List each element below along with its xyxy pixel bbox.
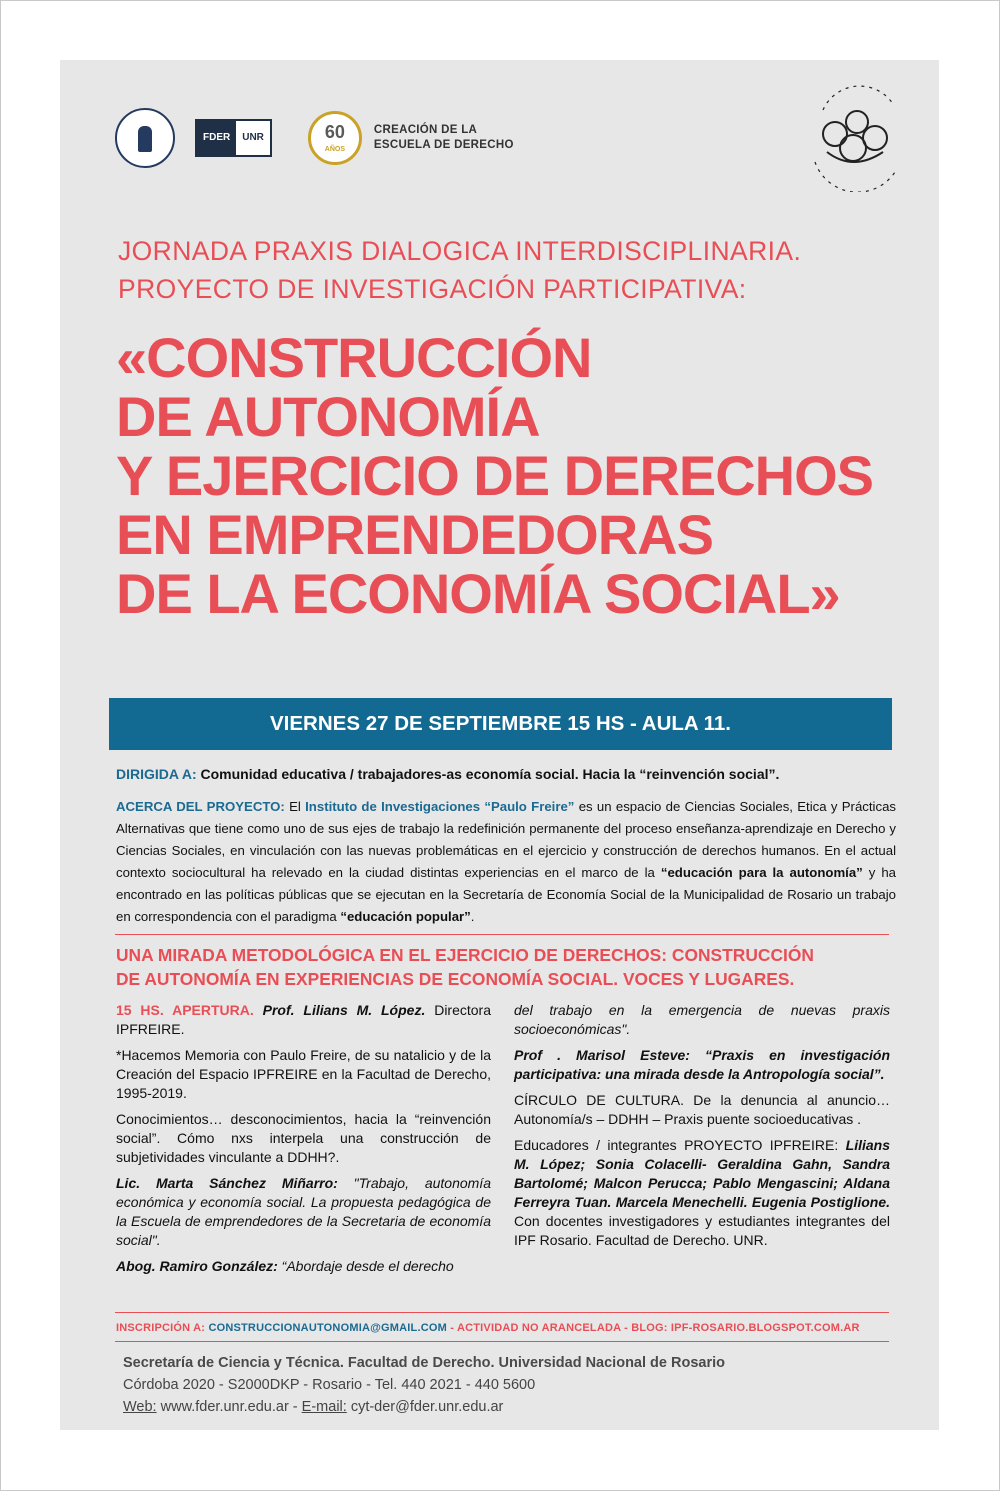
inscripcion-label: INSCRIPCIÓN A: (116, 1322, 209, 1334)
date-banner: VIERNES 27 DE SEPTIEMBRE 15 HS - AULA 11. (109, 698, 892, 750)
program-item (116, 1174, 491, 1250)
badge-sub: AÑOS (324, 146, 346, 153)
instituto-paulo-freire-logo (805, 82, 905, 192)
footer-line1: Secretaría de Ciencia y Técnica. Facultad de Derecho. Universidad Nacional de Rosario (123, 1355, 725, 1371)
program-item (116, 1257, 491, 1276)
footer-line2: Córdoba 2020 - S2000DKP - Rosario - Tel. 440 2021 - 440 5600 (123, 1377, 536, 1393)
program-item: Conocimientos… desconocimientos, hacia la “reinvención social”. Cómo nxs interpela una construcción de subjetividades vinculante a DDHH?. (116, 1111, 491, 1165)
acerca-text: y ha encontrado en las políticas públicas que se ejecutan en la Secretaría de Economía Social de la Municipalidad de Rosario un trabajo en correspondencia con el paradigma (116, 865, 896, 924)
title-line: EN EMPRENDEDORAS (116, 503, 713, 566)
email-link[interactable]: cyt-der@fder.unr.edu.ar (346, 1399, 504, 1415)
title-line: DE AUTONOMÍA (116, 385, 540, 448)
talk-title: “Praxis en investigación participativa: una mirada desde la Antropología social”. (514, 1047, 890, 1082)
main-title (116, 328, 873, 623)
program-item: CÍRCULO DE CULTURA. De la denuncia al anuncio… Autonomía/s – DDHH – Praxis puente socioeducativas . (514, 1092, 890, 1127)
dirigida-label: DIRIGIDA A: (116, 766, 197, 782)
divider (115, 1312, 889, 1313)
opening-time: 15 HS. APERTURA. (116, 1002, 254, 1018)
speaker-name: Abog. Ramiro González: (116, 1258, 278, 1274)
pre-line2: PROYECTO DE INVESTIGACIÓN PARTICIPATIVA: (118, 274, 747, 304)
unr-label: UNR (236, 121, 270, 155)
team-names: Lilians M. López; Sonia Colacelli- Geraldina Gahn, Sandra Bartolomé; Malcon Perucca; Pablo Mengascini; Aldana Ferreyra Tuan. Marcela Menechelli. Eugenia Postiglione. (514, 1137, 890, 1210)
program-item (514, 1136, 890, 1250)
inscripcion-line (116, 1322, 860, 1334)
badge-number: 60 (324, 122, 345, 142)
speaker-name: Lic. Marta Sánchez Miñarro: (116, 1175, 338, 1191)
divider (115, 1341, 889, 1342)
program-item: *Hacemos Memoria con Paulo Freire, de su natalicio y de la Creación del Espacio IPFREIRE en la Facultad de Derecho, 1995-2019. (116, 1047, 491, 1101)
acerca-text: . (470, 909, 475, 924)
program-text: Directora IPFREIRE. (116, 1002, 491, 1037)
creacion-line1: CREACIÓN DE LA (373, 124, 478, 136)
logo-row (115, 108, 514, 168)
fder-label: FDER (197, 121, 236, 155)
creacion-label (374, 123, 514, 153)
program-column-right (514, 1001, 890, 1257)
instituto-name: Instituto de Investigaciones “Paulo Freire” (305, 799, 575, 814)
sixty-years-badge (308, 111, 362, 165)
footer-line3 (123, 1396, 725, 1418)
pre-line1: JORNADA PRAXIS DIALOGICA INTERDISCIPLINARIA. (118, 236, 802, 266)
section-heading (116, 943, 814, 991)
acerca-highlight: “educación para la autonomía” (660, 865, 863, 880)
program-column-left (116, 1001, 491, 1283)
unr-seal-icon (115, 108, 175, 168)
inscripcion-email[interactable]: CONSTRUCCIONAUTONOMIA@GMAIL.COM (208, 1322, 447, 1334)
dirigida-line (116, 766, 779, 782)
section-line2: DE AUTONOMÍA EN EXPERIENCIAS DE ECONOMÍA SOCIAL. VOCES Y LUGARES. (116, 969, 795, 989)
acerca-text: es un espacio de Ciencias Sociales, Etica y Prácticas Alternativas que tiene como uno de sus ejes de trabajo la redefinición permanente del proceso enseñanza-aprendizaje en Derecho y Ciencias Sociales, en vinculación con las nuevas problemáticas en el ejercicio y construcción de derechos humanos. En el actual contexto sociocultural ha relevado en la ciudad distintas experiencias en el marco de la (116, 799, 896, 880)
email-label: E-mail: (301, 1399, 347, 1415)
program-item (514, 1046, 890, 1084)
web-label: Web: (123, 1399, 157, 1415)
program-item (116, 1001, 491, 1039)
web-link[interactable]: www.fder.unr.edu.ar - (156, 1399, 302, 1415)
header-pre (118, 232, 801, 308)
creacion-line2: ESCUELA DE DERECHO (373, 139, 514, 151)
program-text: Educadores / integrantes PROYECTO IPFREIRE: (514, 1137, 846, 1153)
speaker-name: Prof . Marisol Esteve: (514, 1047, 690, 1063)
acerca-text: El (284, 799, 306, 814)
acerca-label: ACERCA DEL PROYECTO: (116, 799, 285, 814)
footer (123, 1352, 725, 1418)
program-text: Con docentes investigadores y estudiantes integrantes del IPF Rosario. Facultad de Derecho. UNR. (514, 1213, 890, 1248)
acerca-paragraph (116, 796, 896, 928)
speaker-name: Prof. Lilians M. López. (253, 1002, 426, 1018)
title-line: «CONSTRUCCIÓN (116, 326, 592, 389)
title-line: Y EJERCICIO DE DERECHOS (116, 444, 874, 507)
fder-unr-logo (195, 119, 272, 157)
inscripcion-rest: - ACTIVIDAD NO ARANCELADA - BLOG: IPF-ROSARIO.BLOGSPOT.COM.AR (446, 1322, 860, 1334)
talk-title: “Abordaje desde el derecho (277, 1258, 454, 1274)
talk-title: "Trabajo, autonomía económica y economía social. La propuesta pedagógica de la Escuela de emprendedores de la Secretaria de economía social". (116, 1175, 491, 1248)
divider (115, 934, 889, 935)
dirigida-text: Comunidad educativa / trabajadores-as economía social. Hacia la “reinvención social”. (196, 766, 780, 782)
talk-title-continued: del trabajo en la emergencia de nuevas praxis socioeconómicas". (514, 1002, 890, 1037)
title-line: DE LA ECONOMÍA SOCIAL» (116, 562, 840, 625)
acerca-highlight: “educación popular” (340, 909, 471, 924)
section-line1: UNA MIRADA METODOLÓGICA EN EL EJERCICIO DE DERECHOS: CONSTRUCCIÓN (116, 945, 814, 965)
